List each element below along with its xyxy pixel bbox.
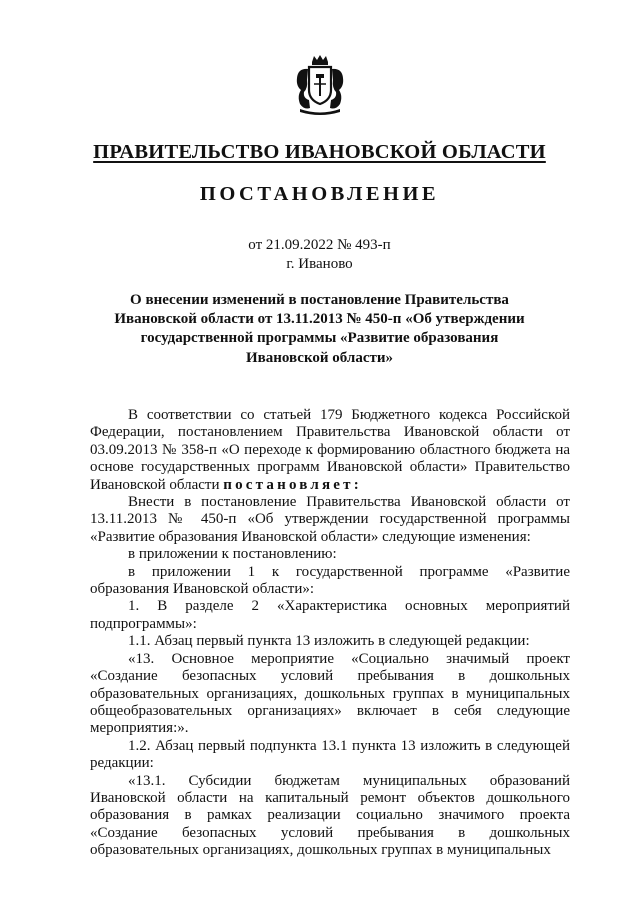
body-paragraph: в приложении к постановлению: [128, 546, 337, 563]
body-paragraph: 1. В разделе 2 «Характеристика основных мероприятий подпрограммы»: [90, 598, 570, 632]
document-date-number: от 21.09.2022 № 493-п [248, 237, 391, 253]
body-paragraph: «13. Основное мероприятие «Социально значимый проект «Создание безопасных условий пребывания в дошкольных образовательных организациях, дошкольных группах в муниципальных общеобразовательных организациях» включает в себя следующие мероприятия:». [90, 650, 570, 737]
document-body [90, 407, 570, 860]
body-paragraph [90, 407, 570, 494]
decree-word: постановляет: [223, 476, 362, 493]
body-paragraph: в приложении 1 к государственной программе «Развитие образования Ивановской области»: [90, 563, 570, 598]
heading-line: государственной программы «Развитие образования [140, 330, 499, 347]
heading-line: О внесении изменений в постановление Правительства [130, 292, 509, 308]
body-paragraph: 1.1. Абзац первый пункта 13 изложить в следующей редакции: [128, 633, 530, 650]
heading-line: Ивановской области» [245, 349, 394, 366]
preamble-text: В соответствии со статьей 179 Бюджетного кодекса Российской Федерации, постановлением Правительства Ивановской области от 03.09.2013 № 358-п «О переходе к формированию областного бюджета на основе государственных программ Ивановской области» Правительство Ивановской области [90, 407, 570, 493]
coat-of-arms-icon [294, 54, 346, 116]
heading-line: Ивановской области от 13.11.2013 № 450-п «Об утверждении [114, 311, 525, 328]
document-city: г. Иваново [286, 256, 353, 272]
document-heading [0, 291, 639, 368]
document-type: ПОСТАНОВЛЕНИЕ [199, 183, 440, 205]
government-title-text: ПРАВИТЕЛЬСТВО ИВАНОВСКОЙ ОБЛАСТИ [93, 141, 546, 163]
body-paragraph: Внести в постановление Правительства Ивановской области от 13.11.2013 № 450-п «Об утверждении государственной программы «Развитие образования Ивановской области» следующие изменения: [90, 494, 570, 545]
government-title [0, 138, 639, 166]
body-paragraph: 1.2. Абзац первый подпункта 13.1 пункта 13 изложить в следующей редакции: [90, 737, 570, 772]
body-paragraph: «13.1. Субсидии бюджетам муниципальных образований Ивановской области на капитальный ремонт объектов дошкольного образования в рамках реализации социально значимого проекта «Создание безопасных условий пребывания в дошкольных образовательных организациях, дошкольных группах в муниципальных [90, 772, 570, 859]
